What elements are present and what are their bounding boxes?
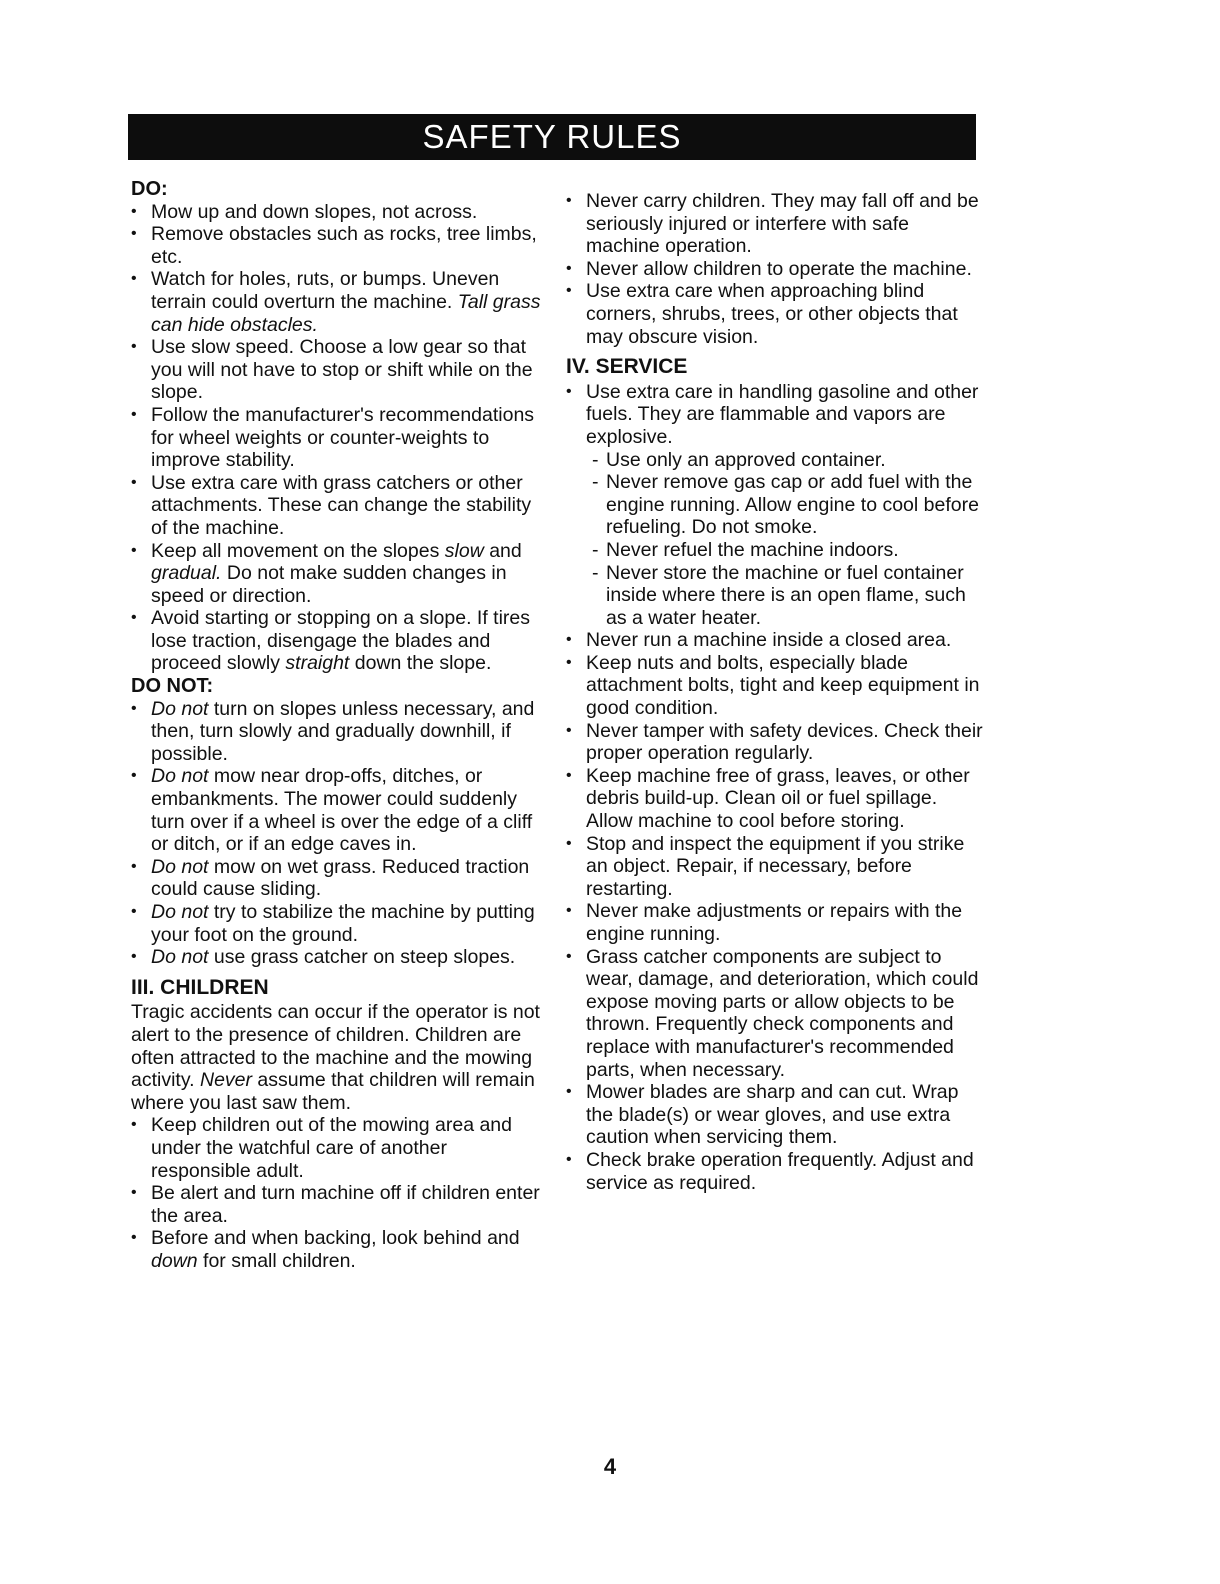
list-item: • Do not try to stabilize the machine by putting your foot on the ground. xyxy=(131,901,551,946)
do-list xyxy=(131,201,551,675)
list-item: • Mow up and down slopes, not across. xyxy=(131,201,551,224)
list-item: • Keep machine free of grass, leaves, or other debris build-up. Clean oil or fuel spillage. Allow machine to cool before storing. xyxy=(566,765,984,833)
sub-list-item: - Never remove gas cap or add fuel with the engine running. Allow engine to cool before refueling. Do not smoke. xyxy=(592,471,984,539)
list-item: • Never tamper with safety devices. Check their proper operation regularly. xyxy=(566,720,984,765)
list-item: • Use extra care with grass catchers or other attachments. These can change the stability of the machine. xyxy=(131,472,551,540)
safety-rules-banner xyxy=(128,114,976,160)
do-not-list xyxy=(131,698,551,969)
list-item: • Use slow speed. Choose a low gear so that you will not have to stop or shift while on the slope. xyxy=(131,336,551,404)
do-heading: DO: xyxy=(131,178,168,200)
service-list xyxy=(566,381,984,1194)
list-item: • Do not turn on slopes unless necessary, and then, turn slowly and gradually downhill, if possible. xyxy=(131,698,551,766)
page-number: 4 xyxy=(603,1454,617,1479)
children-list-left xyxy=(131,1114,551,1272)
children-paragraph: Tragic accidents can occur if the operator is not alert to the presence of children. Children are often attracted to the machine and the mowing activity. Never assume that children will remain where you last saw them. xyxy=(131,1001,540,1114)
list-item: • Never make adjustments or repairs with the engine running. xyxy=(566,900,984,945)
do-not-heading: DO NOT: xyxy=(131,675,214,698)
sub-list-item: - Never refuel the machine indoors. xyxy=(592,539,984,562)
list-item: • Never allow children to operate the machine. xyxy=(566,258,984,281)
list-item: • Check brake operation frequently. Adjust and service as required. xyxy=(566,1149,984,1194)
list-item: • Never run a machine inside a closed area. xyxy=(566,629,984,652)
list-item: • Do not mow on wet grass. Reduced traction could cause sliding. xyxy=(131,856,551,901)
list-item: • Follow the manufacturer's recommendations for wheel weights or counter-weights to improve stability. xyxy=(131,404,551,472)
list-item: • Do not mow near drop-offs, ditches, or embankments. The mower could suddenly turn over if a wheel is over the edge of a cliff or ditch, or if an edge caves in. xyxy=(131,765,551,855)
list-item: • Stop and inspect the equipment if you strike an object. Repair, if necessary, before restarting. xyxy=(566,833,984,901)
list-item: • Mower blades are sharp and can cut. Wrap the blade(s) or wear gloves, and use extra caution when servicing them. xyxy=(566,1081,984,1149)
list-item: • Keep all movement on the slopes slow and gradual. Do not make sudden changes in speed or direction. xyxy=(131,540,551,608)
banner-title: SAFETY RULES xyxy=(422,118,682,155)
list-item: • Use extra care in handling gasoline and other fuels. They are flammable and vapors are explosive. - Use only an approved container. - Never remove gas cap or add fuel with the engine running. Allow engine to cool before refueling. Do not smoke. - Never refuel the machine indoors. - Never store the machine or fuel container inside where there is an open flame, such as a water heater. xyxy=(566,381,984,630)
list-item: • Be alert and turn machine off if children enter the area. xyxy=(131,1182,551,1227)
list-item: • Do not use grass catcher on steep slopes. xyxy=(131,946,551,969)
children-list-right xyxy=(566,190,984,348)
right-column xyxy=(566,190,984,1194)
list-item: • Never carry children. They may fall off and be seriously injured or interfere with safe machine operation. xyxy=(566,190,984,258)
sub-list-item: - Use only an approved container. xyxy=(592,449,984,472)
list-item: • Grass catcher components are subject to wear, damage, and deterioration, which could expose moving parts or allow objects to be thrown. Frequently check components and replace with manufacturer's recommended parts, when necessary. xyxy=(566,946,984,1082)
sub-list-item: - Never store the machine or fuel container inside where there is an open flame, such as a water heater. xyxy=(592,562,984,630)
list-item: • Avoid starting or stopping on a slope. If tires lose traction, disengage the blades and proceed slowly straight down the slope. xyxy=(131,607,551,675)
list-item: • Before and when backing, look behind and down for small children. xyxy=(131,1227,551,1272)
fuel-sublist xyxy=(586,449,984,630)
list-item: • Watch for holes, ruts, or bumps. Uneven terrain could overturn the machine. Tall grass can hide obstacles. xyxy=(131,268,551,336)
list-item: • Use extra care when approaching blind corners, shrubs, trees, or other objects that may obscure vision. xyxy=(566,280,984,348)
service-heading: IV. SERVICE xyxy=(566,355,688,379)
list-item: • Remove obstacles such as rocks, tree limbs, etc. xyxy=(131,223,551,268)
list-item: • Keep nuts and bolts, especially blade attachment bolts, tight and keep equipment in good condition. xyxy=(566,652,984,720)
children-heading: III. CHILDREN xyxy=(131,975,269,999)
list-item: • Keep children out of the mowing area and under the watchful care of another responsible adult. xyxy=(131,1114,551,1182)
left-column xyxy=(131,178,551,1273)
